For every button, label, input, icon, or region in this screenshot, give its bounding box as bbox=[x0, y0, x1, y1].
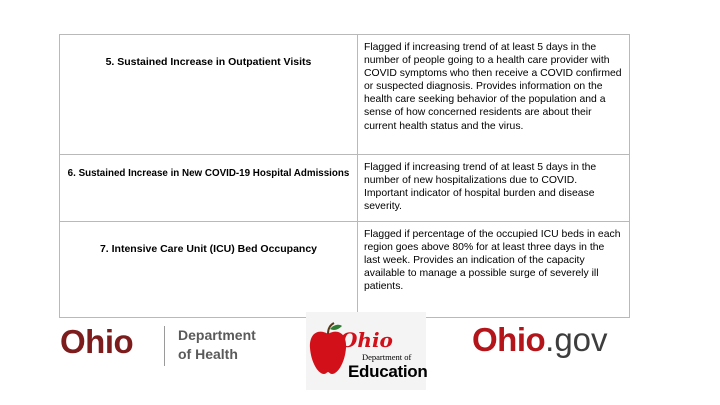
ode-dept-text: Department of bbox=[362, 352, 412, 362]
indicator-name: 5. Sustained Increase in Outpatient Visits bbox=[60, 35, 358, 155]
indicator-name: 7. Intensive Care Unit (ICU) Bed Occupancy bbox=[60, 222, 358, 318]
odh-department-text bbox=[178, 326, 256, 364]
odh-line2: of Health bbox=[178, 346, 238, 362]
indicator-description: Flagged if increasing trend of at least 5 days in the number of new hospitalizations due to COVID. Important indicator of hospital burden and disease severity. bbox=[358, 155, 630, 222]
ohiogov-ohio: Ohio bbox=[472, 321, 546, 358]
indicator-description: Flagged if increasing trend of at least 5 days in the number of people going to a health care provider with COVID symptoms who then receive a COVID confirmed or suspected diagnosis. Provides information on the health care seeking behavior of the population and a sense of how concerned residents are about their current health status and the virus. bbox=[358, 35, 630, 155]
ode-script-ohio: Ohio bbox=[340, 328, 393, 352]
indicator-description: Flagged if percentage of the occupied ICU beds in each region goes above 80% for at least three days in the last week. Provides an indication of the capacity available to manage a possible surge of severely ill patients. bbox=[358, 222, 630, 318]
indicator-table bbox=[59, 34, 630, 318]
table-row bbox=[60, 155, 630, 222]
indicator-name: 6. Sustained Increase in New COVID-19 Hospital Admissions bbox=[60, 155, 358, 222]
ode-logo bbox=[306, 312, 426, 390]
odh-line1: Department bbox=[178, 327, 256, 343]
ohiogov-logo bbox=[472, 318, 632, 362]
ohiogov-gov: .gov bbox=[545, 321, 608, 358]
ode-education-text: Education bbox=[348, 362, 428, 381]
odh-divider bbox=[164, 326, 165, 366]
table-row bbox=[60, 35, 630, 155]
odh-logo bbox=[60, 320, 270, 370]
table-row bbox=[60, 222, 630, 318]
odh-wordmark: Ohio bbox=[60, 323, 134, 360]
